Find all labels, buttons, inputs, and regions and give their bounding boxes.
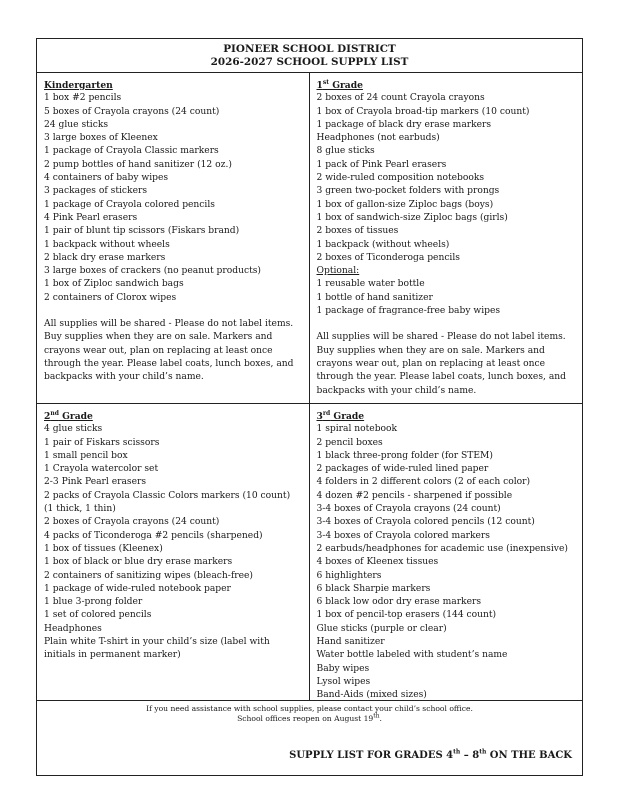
supply-item: 2 packs of Crayola Classic Colors markers (10 count): [44, 490, 291, 501]
header: [37, 39, 582, 73]
supply-item: 5 boxes of Crayola crayons (24 count): [44, 106, 220, 117]
supply-item: 1 backpack without wheels: [44, 239, 170, 250]
supply-item: 1 pack of Pink Pearl erasers: [316, 159, 447, 170]
supply-item: Glue sticks (purple or clear): [316, 623, 447, 634]
supply-item: 2 boxes of 24 count Crayola crayons: [316, 93, 485, 104]
supply-item: 3-4 boxes of Crayola crayons (24 count): [316, 504, 501, 515]
grade1-title: 1st Grade: [316, 78, 363, 91]
kindergarten-title: Kindergarten: [44, 80, 113, 91]
supply-item: 1 box of tissues (Kleenex): [44, 543, 163, 554]
supply-item: 1 box of pencil-top erasers (144 count): [316, 610, 497, 621]
supply-item: 1 small pencil box: [44, 450, 128, 461]
supply-item: 6 black Sharpie markers: [316, 583, 431, 594]
footer: [37, 701, 582, 724]
supply-item: 6 highlighters: [316, 570, 382, 581]
grade3-title: 3rd Grade: [316, 409, 365, 422]
supply-item: 1 package of black dry erase markers: [316, 119, 492, 130]
supply-item: 1 reusable water bottle: [316, 279, 425, 290]
supply-item: 2 containers of Clorox wipes: [44, 292, 177, 303]
supply-item: 1 pair of Fiskars scissors: [44, 437, 160, 448]
supply-item: 2 earbuds/headphones for academic use (inexpensive): [316, 543, 568, 554]
supply-item: 3 large boxes of Kleenex: [44, 133, 158, 144]
grade1-note: All supplies will be shared - Please do not label items. Buy supplies when they are on sale. Markers and crayons wear out, plan on replacing at least once through the year. Please label coats, lunch boxes, and backpacks with your child’s name.: [316, 332, 566, 396]
supply-item: Hand sanitizer: [316, 637, 385, 648]
district-name: PIONEER SCHOOL DISTRICT: [223, 43, 396, 55]
supply-item: 1 package of wide-ruled notebook paper: [44, 583, 231, 594]
grade2-title: 2nd Grade: [44, 409, 93, 422]
kindergarten-note: All supplies will be shared - Please do not label items. Buy supplies when they are on sale. Markers and crayons wear out, plan on replacing at least once through the year. Please label coats, lunch boxes, and backpacks with your child’s name.: [44, 319, 294, 383]
supply-item: 1 box of Crayola broad-tip markers (10 count): [316, 106, 530, 117]
grade1-optional-label: Optional:: [316, 266, 360, 277]
supply-item: 1 set of colored pencils: [44, 610, 152, 621]
supply-item: 1 bottle of hand sanitizer: [316, 292, 433, 303]
supply-item: Water bottle labeled with student’s name: [316, 650, 508, 661]
supply-item: Headphones: [44, 623, 102, 634]
grade1-section: [310, 73, 583, 403]
supply-item: (1 thick, 1 thin): [44, 504, 116, 515]
supply-item: Headphones (not earbuds): [316, 133, 440, 144]
supply-item: 4 Pink Pearl erasers: [44, 212, 138, 223]
back-page-note: SUPPLY LIST FOR GRADES 4th – 8th ON THE BACK: [289, 748, 572, 761]
supply-item: 3-4 boxes of Crayola colored pencils (12 count): [316, 517, 535, 528]
supply-item: 2 pencil boxes: [316, 437, 383, 448]
supply-item: 1 package of Crayola colored pencils: [44, 199, 215, 210]
supply-item: 1 box #2 pencils: [44, 93, 122, 104]
supply-item: 8 glue sticks: [316, 146, 375, 157]
kindergarten-list: [44, 92, 303, 305]
supply-item: 2 packages of wide-ruled lined paper: [316, 464, 489, 475]
supply-item: 3 green two-pocket folders with prongs: [316, 186, 500, 197]
supply-item: 1 Crayola watercolor set: [44, 464, 159, 475]
supply-item: 6 black low odor dry erase markers: [316, 597, 482, 608]
supply-item: 2 wide-ruled composition notebooks: [316, 173, 485, 184]
supply-item: 4 boxes of Kleenex tissues: [316, 557, 439, 568]
supply-item: 4 dozen #2 pencils - sharpened if possible: [316, 490, 513, 501]
supply-item: 1 pair of blunt tip scissors (Fiskars brand): [44, 226, 240, 237]
supply-item: Lysol wipes: [316, 676, 371, 687]
supply-item: 4 glue sticks: [44, 424, 103, 435]
grade1-list: [317, 92, 577, 265]
supply-item: 1 box of gallon-size Ziploc bags (boys): [316, 199, 494, 210]
supply-item: 24 glue sticks: [44, 119, 109, 130]
supply-item: 3 packages of stickers: [44, 186, 148, 197]
grade3-section: [310, 404, 583, 700]
supply-item: 1 box of black or blue dry erase markers: [44, 557, 233, 568]
list-title: 2026-2027 SCHOOL SUPPLY LIST: [210, 56, 409, 68]
supply-item: 3-4 boxes of Crayola colored markers: [316, 530, 490, 541]
supply-list-sheet: [36, 38, 583, 776]
supply-item: 1 box of sandwich-size Ziploc bags (girls): [316, 212, 508, 223]
supply-item: 1 package of fragrance-free baby wipes: [316, 306, 501, 317]
grade2-section: [37, 404, 310, 700]
supply-item: 2 pump bottles of hand sanitizer (12 oz.): [44, 159, 232, 170]
supply-item: initials in permanent marker): [44, 650, 181, 661]
supply-item: 4 packs of Ticonderoga #2 pencils (sharpened): [44, 530, 263, 541]
kindergarten-section: [37, 73, 310, 403]
grade2-list: [44, 423, 303, 662]
supply-item: 2 boxes of tissues: [316, 226, 399, 237]
supply-item: 4 containers of baby wipes: [44, 173, 169, 184]
supply-item: 4 folders in 2 different colors (2 of each color): [316, 477, 531, 488]
row-lower: [37, 404, 582, 701]
grade1-optional-list: [317, 278, 577, 318]
grade3-list: [317, 423, 577, 700]
supply-item: 2 black dry erase markers: [44, 252, 166, 263]
supply-item: 3 large boxes of crackers (no peanut products): [44, 266, 261, 277]
supply-item: Band-Aids (mixed sizes): [316, 690, 427, 700]
supply-item: Baby wipes: [316, 663, 370, 674]
row-upper: [37, 73, 582, 404]
reopen-text: School offices reopen on August 19th.: [237, 712, 382, 723]
supply-item: 2 containers of sanitizing wipes (bleach-free): [44, 570, 253, 581]
supply-item: 1 package of Crayola Classic markers: [44, 146, 219, 157]
supply-item: 1 backpack (without wheels): [316, 239, 450, 250]
supply-item: 1 spiral notebook: [316, 424, 398, 435]
supply-item: 2-3 Pink Pearl erasers: [44, 477, 147, 488]
supply-item: 1 black three-prong folder (for STEM): [316, 450, 493, 461]
supply-item: 1 box of Ziploc sandwich bags: [44, 279, 184, 290]
assistance-text: If you need assistance with school supplies, please contact your child’s school office.: [146, 704, 473, 713]
supply-item: 1 blue 3-prong folder: [44, 597, 143, 608]
supply-item: 2 boxes of Crayola crayons (24 count): [44, 517, 220, 528]
supply-item: Plain white T-shirt in your child’s size (label with: [44, 637, 270, 648]
supply-item: 2 boxes of Ticonderoga pencils: [316, 252, 460, 263]
